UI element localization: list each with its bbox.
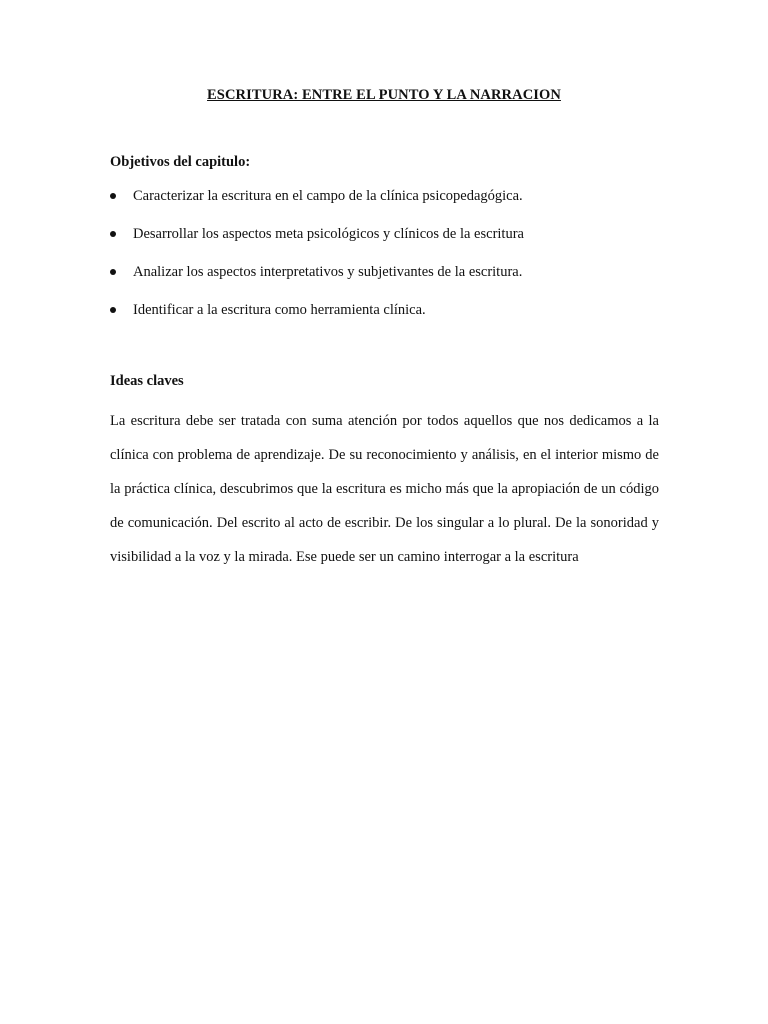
list-item-text: Identificar a la escritura como herramienta clínica. [133, 302, 426, 318]
list-item [110, 224, 670, 262]
list-item [110, 186, 670, 224]
objectives-heading: Objetivos del capitulo: [110, 154, 251, 170]
list-item-text: Caracterizar la escritura en el campo de la clínica psicopedagógica. [133, 188, 523, 204]
bullet-icon [110, 269, 116, 275]
list-item [110, 300, 670, 338]
list-item-text: Analizar los aspectos interpretativos y subjetivantes de la escritura. [133, 264, 523, 280]
bullet-icon [110, 307, 116, 313]
document-title: ESCRITURA: ENTRE EL PUNTO Y LA NARRACION [207, 87, 561, 103]
objectives-list [110, 186, 670, 338]
bullet-icon [110, 231, 116, 237]
ideas-paragraph: La escritura debe ser tratada con suma atención por todos aquellos que nos dedicamos a la clínica con problema de aprendizaje. De su reconocimiento y análisis, en el interior mismo de la práctica clínica, descubrimos que la escritura es micho más que la apropiación de un código de comunicación. Del escrito al acto de escribir. De los singular a lo plural. De la sonoridad y visibilidad a la voz y la mirada. Ese puede ser un camino interrogar a la escritura [110, 413, 659, 565]
bullet-icon [110, 193, 116, 199]
ideas-heading: Ideas claves [110, 373, 184, 389]
list-item-text: Desarrollar los aspectos meta psicológicos y clínicos de la escritura [133, 226, 524, 242]
list-item [110, 262, 670, 300]
